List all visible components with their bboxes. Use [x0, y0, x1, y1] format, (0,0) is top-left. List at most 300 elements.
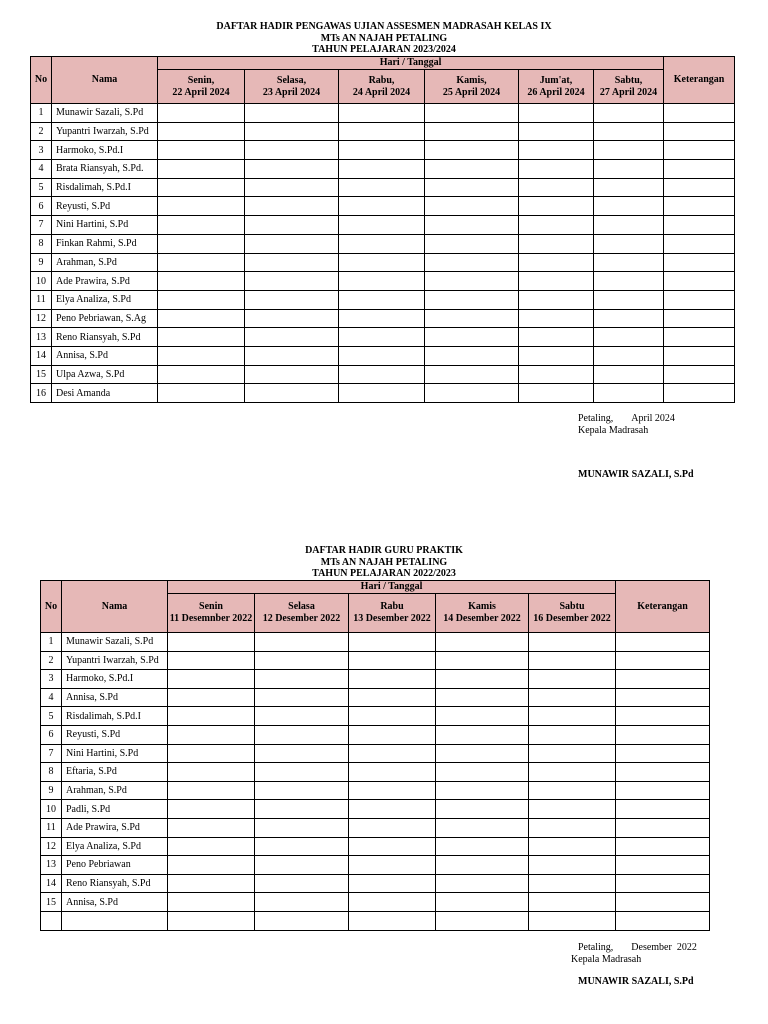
attendance-cell[interactable] — [349, 781, 436, 800]
attendance-cell[interactable] — [255, 763, 349, 782]
attendance-cell[interactable] — [158, 197, 245, 216]
attendance-cell[interactable] — [425, 104, 519, 123]
attendance-cell[interactable] — [425, 328, 519, 347]
signature-block-1 — [578, 413, 675, 437]
attendance-cell[interactable] — [245, 384, 339, 403]
table-row — [31, 365, 735, 384]
attendance-cell[interactable] — [349, 800, 436, 819]
row-name: Elya Analiza, S.Pd — [62, 837, 168, 856]
attendance-cell[interactable] — [436, 688, 529, 707]
attendance-cell[interactable] — [594, 216, 664, 235]
attendance-cell[interactable] — [519, 178, 594, 197]
table-2-body — [41, 633, 710, 931]
attendance-cell[interactable] — [349, 856, 436, 875]
attendance-cell[interactable] — [168, 670, 255, 689]
attendance-cell[interactable] — [255, 688, 349, 707]
attendance-cell[interactable] — [245, 309, 339, 328]
attendance-cell[interactable] — [594, 234, 664, 253]
section1-title-line-1: DAFTAR HADIR PENGAWAS UJIAN ASSESMEN MADRASAH KELAS IX — [216, 21, 552, 32]
keterangan-cell[interactable] — [664, 141, 735, 160]
attendance-cell[interactable] — [436, 893, 529, 912]
row-number: 9 — [31, 253, 52, 272]
header-nama: Nama — [62, 581, 168, 633]
attendance-cell[interactable] — [519, 141, 594, 160]
attendance-cell[interactable] — [245, 234, 339, 253]
attendance-cell[interactable] — [255, 651, 349, 670]
attendance-cell[interactable] — [594, 253, 664, 272]
attendance-cell[interactable] — [529, 781, 616, 800]
attendance-cell[interactable] — [529, 837, 616, 856]
row-number: 5 — [41, 707, 62, 726]
attendance-cell[interactable] — [339, 253, 425, 272]
attendance-cell[interactable] — [255, 911, 349, 930]
attendance-cell[interactable] — [519, 328, 594, 347]
attendance-cell[interactable] — [519, 160, 594, 179]
table-row — [41, 818, 710, 837]
attendance-cell[interactable] — [168, 818, 255, 837]
section2-title-line-1: DAFTAR HADIR GURU PRAKTIK — [305, 545, 463, 556]
attendance-cell[interactable] — [349, 670, 436, 689]
attendance-cell[interactable] — [168, 633, 255, 652]
attendance-cell[interactable] — [349, 911, 436, 930]
section1-title-line-2: MTs AN NAJAH PETALING — [320, 32, 448, 44]
row-number: 15 — [31, 365, 52, 384]
row-name: Risdalimah, S.Pd.I — [52, 178, 158, 197]
attendance-cell[interactable] — [594, 328, 664, 347]
row-number: 1 — [31, 104, 52, 123]
attendance-cell[interactable] — [168, 893, 255, 912]
row-name: Peno Pebriawan — [62, 856, 168, 875]
row-number: 12 — [41, 837, 62, 856]
attendance-cell[interactable] — [168, 725, 255, 744]
attendance-cell[interactable] — [349, 725, 436, 744]
row-number: 9 — [41, 781, 62, 800]
row-name: Reyusti, S.Pd — [62, 725, 168, 744]
attendance-cell[interactable] — [255, 818, 349, 837]
attendance-cell[interactable] — [245, 290, 339, 309]
attendance-cell[interactable] — [594, 272, 664, 291]
keterangan-cell[interactable] — [616, 800, 710, 819]
signature-date: April 2024 — [631, 413, 675, 424]
keterangan-cell[interactable] — [616, 744, 710, 763]
attendance-cell[interactable] — [168, 651, 255, 670]
row-number: 8 — [41, 763, 62, 782]
row-number — [41, 911, 62, 930]
attendance-cell[interactable] — [339, 290, 425, 309]
row-number: 12 — [31, 309, 52, 328]
attendance-cell[interactable] — [255, 670, 349, 689]
attendance-cell[interactable] — [245, 160, 339, 179]
attendance-cell[interactable] — [529, 856, 616, 875]
attendance-cell[interactable] — [245, 141, 339, 160]
attendance-cell[interactable] — [245, 178, 339, 197]
attendance-cell[interactable] — [436, 707, 529, 726]
attendance-cell[interactable] — [158, 216, 245, 235]
attendance-cell[interactable] — [529, 800, 616, 819]
attendance-cell[interactable] — [425, 253, 519, 272]
attendance-cell[interactable] — [158, 346, 245, 365]
attendance-cell[interactable] — [519, 104, 594, 123]
attendance-cell[interactable] — [436, 763, 529, 782]
attendance-cell[interactable] — [339, 234, 425, 253]
attendance-cell[interactable] — [245, 122, 339, 141]
table-row — [31, 309, 735, 328]
attendance-cell[interactable] — [519, 346, 594, 365]
attendance-cell[interactable] — [519, 290, 594, 309]
attendance-cell[interactable] — [519, 365, 594, 384]
attendance-cell[interactable] — [158, 272, 245, 291]
attendance-cell[interactable] — [339, 160, 425, 179]
row-name: Desi Amanda — [52, 384, 158, 403]
attendance-cell[interactable] — [425, 290, 519, 309]
keterangan-cell[interactable] — [664, 328, 735, 347]
keterangan-cell[interactable] — [616, 893, 710, 912]
keterangan-cell[interactable] — [616, 688, 710, 707]
attendance-cell[interactable] — [255, 856, 349, 875]
row-name: Ade Prawira, S.Pd — [62, 818, 168, 837]
attendance-cell[interactable] — [594, 384, 664, 403]
row-number: 8 — [31, 234, 52, 253]
section1-title — [0, 21, 768, 56]
row-name: Arahman, S.Pd — [62, 781, 168, 800]
attendance-cell[interactable] — [436, 744, 529, 763]
keterangan-cell[interactable] — [664, 216, 735, 235]
day-date: 25 April 2024 — [442, 86, 501, 98]
attendance-cell[interactable] — [594, 141, 664, 160]
attendance-cell[interactable] — [339, 122, 425, 141]
keterangan-cell[interactable] — [616, 725, 710, 744]
row-number: 13 — [41, 856, 62, 875]
attendance-cell[interactable] — [168, 688, 255, 707]
attendance-cell[interactable] — [519, 272, 594, 291]
attendance-cell[interactable] — [425, 272, 519, 291]
attendance-cell[interactable] — [158, 122, 245, 141]
attendance-cell[interactable] — [594, 197, 664, 216]
attendance-cell[interactable] — [158, 328, 245, 347]
keterangan-cell[interactable] — [616, 856, 710, 875]
row-name: Yupantri Iwarzah, S.Pd — [52, 122, 158, 141]
attendance-cell[interactable] — [425, 234, 519, 253]
day-date: 13 Desember 2022 — [353, 613, 431, 624]
attendance-cell[interactable] — [245, 346, 339, 365]
keterangan-cell[interactable] — [616, 837, 710, 856]
header-hari-tanggal: Hari / Tanggal — [158, 57, 664, 70]
attendance-cell[interactable] — [339, 365, 425, 384]
attendance-cell[interactable] — [168, 856, 255, 875]
row-number: 2 — [41, 651, 62, 670]
day-name: Sabtu — [559, 601, 585, 612]
keterangan-cell[interactable] — [664, 197, 735, 216]
attendance-cell[interactable] — [425, 365, 519, 384]
attendance-cell[interactable] — [255, 725, 349, 744]
attendance-cell[interactable] — [519, 234, 594, 253]
row-name: Nini Hartini, S.Pd — [52, 216, 158, 235]
row-name: Arahman, S.Pd — [52, 253, 158, 272]
keterangan-cell[interactable] — [664, 253, 735, 272]
row-name: Munawir Sazali, S.Pd — [52, 104, 158, 123]
attendance-cell[interactable] — [168, 837, 255, 856]
attendance-cell[interactable] — [339, 328, 425, 347]
day-date: 26 April 2024 — [527, 86, 585, 98]
attendance-cell[interactable] — [425, 160, 519, 179]
table-row — [41, 707, 710, 726]
attendance-cell[interactable] — [425, 122, 519, 141]
attendance-cell[interactable] — [245, 216, 339, 235]
attendance-cell[interactable] — [529, 670, 616, 689]
day-name: Jum'at, — [539, 74, 573, 86]
keterangan-cell[interactable] — [616, 651, 710, 670]
table-row — [41, 670, 710, 689]
attendance-cell[interactable] — [339, 104, 425, 123]
table-row — [41, 633, 710, 652]
attendance-cell[interactable] — [245, 272, 339, 291]
keterangan-cell[interactable] — [664, 178, 735, 197]
day-name: Rabu, — [368, 74, 395, 86]
attendance-cell[interactable] — [168, 874, 255, 893]
day-date: 22 April 2024 — [172, 86, 230, 98]
row-name: Annisa, S.Pd — [62, 688, 168, 707]
attendance-cell[interactable] — [168, 763, 255, 782]
attendance-cell[interactable] — [425, 309, 519, 328]
attendance-cell[interactable] — [594, 346, 664, 365]
attendance-cell[interactable] — [168, 744, 255, 763]
row-name: Annisa, S.Pd — [62, 893, 168, 912]
attendance-cell[interactable] — [425, 216, 519, 235]
keterangan-cell[interactable] — [616, 781, 710, 800]
row-number: 15 — [41, 893, 62, 912]
attendance-cell[interactable] — [529, 911, 616, 930]
row-number: 1 — [41, 633, 62, 652]
keterangan-cell[interactable] — [616, 670, 710, 689]
attendance-cell[interactable] — [529, 893, 616, 912]
attendance-cell[interactable] — [255, 837, 349, 856]
row-number: 10 — [41, 800, 62, 819]
table-row — [41, 874, 710, 893]
attendance-cell[interactable] — [529, 633, 616, 652]
attendance-cell[interactable] — [529, 707, 616, 726]
table-row — [31, 253, 735, 272]
attendance-cell[interactable] — [594, 160, 664, 179]
attendance-cell[interactable] — [349, 837, 436, 856]
keterangan-cell[interactable] — [664, 384, 735, 403]
attendance-cell[interactable] — [529, 725, 616, 744]
signature-date: Desember 2022 — [631, 942, 697, 953]
keterangan-cell[interactable] — [664, 160, 735, 179]
attendance-cell[interactable] — [436, 670, 529, 689]
attendance-cell[interactable] — [245, 197, 339, 216]
attendance-cell[interactable] — [425, 346, 519, 365]
attendance-cell[interactable] — [158, 253, 245, 272]
attendance-cell[interactable] — [158, 365, 245, 384]
attendance-cell[interactable] — [594, 178, 664, 197]
row-number: 7 — [31, 216, 52, 235]
table-row — [41, 744, 710, 763]
attendance-cell[interactable] — [529, 874, 616, 893]
day-name: Kamis, — [456, 74, 487, 86]
row-name: Harmoko, S.Pd.I — [62, 670, 168, 689]
attendance-cell[interactable] — [436, 725, 529, 744]
attendance-cell[interactable] — [436, 781, 529, 800]
header-keterangan: Keterangan — [616, 581, 710, 633]
attendance-cell[interactable] — [519, 309, 594, 328]
header-day-3 — [339, 70, 425, 104]
attendance-cell[interactable] — [158, 309, 245, 328]
header-day-5 — [529, 594, 616, 633]
attendance-cell[interactable] — [436, 911, 529, 930]
attendance-cell[interactable] — [349, 818, 436, 837]
keterangan-cell[interactable] — [664, 346, 735, 365]
attendance-cell[interactable] — [529, 818, 616, 837]
attendance-cell[interactable] — [349, 763, 436, 782]
attendance-table-1 — [30, 56, 735, 403]
attendance-cell[interactable] — [425, 141, 519, 160]
attendance-cell[interactable] — [158, 178, 245, 197]
table-row — [31, 122, 735, 141]
signature-name-2: MUNAWIR SAZALI, S.Pd — [578, 976, 694, 987]
attendance-cell[interactable] — [168, 781, 255, 800]
attendance-cell[interactable] — [339, 197, 425, 216]
attendance-cell[interactable] — [425, 384, 519, 403]
keterangan-cell[interactable] — [664, 234, 735, 253]
keterangan-cell[interactable] — [664, 272, 735, 291]
keterangan-cell[interactable] — [616, 911, 710, 930]
day-name: Senin — [199, 601, 223, 612]
row-name: Harmoko, S.Pd.I — [52, 141, 158, 160]
attendance-cell[interactable] — [245, 328, 339, 347]
attendance-cell[interactable] — [158, 384, 245, 403]
table-row — [41, 725, 710, 744]
attendance-cell[interactable] — [339, 346, 425, 365]
attendance-cell[interactable] — [519, 253, 594, 272]
attendance-cell[interactable] — [436, 874, 529, 893]
attendance-cell[interactable] — [529, 688, 616, 707]
attendance-cell[interactable] — [349, 744, 436, 763]
day-date: 27 April 2024 — [599, 86, 658, 98]
attendance-cell[interactable] — [255, 633, 349, 652]
attendance-cell[interactable] — [158, 141, 245, 160]
keterangan-cell[interactable] — [664, 290, 735, 309]
row-number: 2 — [31, 122, 52, 141]
attendance-cell[interactable] — [255, 707, 349, 726]
row-name: Finkan Rahmi, S.Pd — [52, 234, 158, 253]
row-number: 6 — [41, 725, 62, 744]
keterangan-cell[interactable] — [664, 309, 735, 328]
header-day-4 — [425, 70, 519, 104]
attendance-cell[interactable] — [519, 197, 594, 216]
attendance-cell[interactable] — [339, 216, 425, 235]
attendance-cell[interactable] — [245, 365, 339, 384]
attendance-cell[interactable] — [594, 290, 664, 309]
row-name: Ulpa Azwa, S.Pd — [52, 365, 158, 384]
attendance-cell[interactable] — [436, 633, 529, 652]
attendance-cell[interactable] — [349, 633, 436, 652]
attendance-cell[interactable] — [594, 309, 664, 328]
signature-role: Kepala Madrasah — [578, 425, 649, 436]
attendance-cell[interactable] — [339, 272, 425, 291]
keterangan-cell[interactable] — [664, 104, 735, 123]
attendance-cell[interactable] — [158, 104, 245, 123]
attendance-cell[interactable] — [529, 651, 616, 670]
keterangan-cell[interactable] — [616, 818, 710, 837]
row-name: Reno Riansyah, S.Pd — [62, 874, 168, 893]
table-row — [31, 272, 735, 291]
header-day-2 — [245, 70, 339, 104]
row-name: Padli, S.Pd — [62, 800, 168, 819]
header-day-1 — [168, 594, 255, 633]
keterangan-cell[interactable] — [616, 874, 710, 893]
attendance-cell[interactable] — [339, 384, 425, 403]
attendance-cell[interactable] — [349, 874, 436, 893]
attendance-cell[interactable] — [245, 253, 339, 272]
attendance-cell[interactable] — [594, 104, 664, 123]
attendance-cell[interactable] — [255, 874, 349, 893]
attendance-cell[interactable] — [168, 707, 255, 726]
attendance-cell[interactable] — [349, 707, 436, 726]
keterangan-cell[interactable] — [664, 365, 735, 384]
attendance-cell[interactable] — [255, 744, 349, 763]
attendance-cell[interactable] — [529, 744, 616, 763]
attendance-cell[interactable] — [436, 800, 529, 819]
attendance-cell[interactable] — [158, 160, 245, 179]
row-number: 3 — [41, 670, 62, 689]
day-name: Kamis — [468, 601, 496, 612]
attendance-cell[interactable] — [339, 141, 425, 160]
header-day-3 — [349, 594, 436, 633]
attendance-cell[interactable] — [168, 911, 255, 930]
attendance-cell[interactable] — [245, 104, 339, 123]
attendance-cell[interactable] — [339, 309, 425, 328]
attendance-cell[interactable] — [436, 837, 529, 856]
attendance-cell[interactable] — [594, 122, 664, 141]
attendance-cell[interactable] — [519, 122, 594, 141]
row-name: Elya Analiza, S.Pd — [52, 290, 158, 309]
attendance-cell[interactable] — [158, 234, 245, 253]
attendance-cell[interactable] — [519, 384, 594, 403]
table-row — [31, 178, 735, 197]
attendance-cell[interactable] — [158, 290, 245, 309]
attendance-cell[interactable] — [436, 818, 529, 837]
day-name: Senin, — [187, 74, 215, 86]
attendance-cell[interactable] — [436, 856, 529, 875]
table-row — [31, 160, 735, 179]
attendance-cell[interactable] — [339, 178, 425, 197]
attendance-cell[interactable] — [519, 216, 594, 235]
attendance-cell[interactable] — [436, 651, 529, 670]
attendance-cell[interactable] — [255, 893, 349, 912]
keterangan-cell[interactable] — [616, 633, 710, 652]
attendance-cell[interactable] — [349, 688, 436, 707]
keterangan-cell[interactable] — [616, 707, 710, 726]
attendance-cell[interactable] — [594, 365, 664, 384]
table-row — [31, 384, 735, 403]
row-number: 11 — [31, 290, 52, 309]
attendance-cell[interactable] — [349, 893, 436, 912]
attendance-cell[interactable] — [349, 651, 436, 670]
header-keterangan: Keterangan — [664, 57, 735, 104]
keterangan-cell[interactable] — [616, 763, 710, 782]
attendance-cell[interactable] — [168, 800, 255, 819]
section2-title-line-3: TAHUN PELAJARAN 2022/2023 — [312, 568, 456, 579]
table-row — [31, 216, 735, 235]
attendance-cell[interactable] — [255, 781, 349, 800]
row-number: 16 — [31, 384, 52, 403]
keterangan-cell[interactable] — [664, 122, 735, 141]
attendance-cell[interactable] — [255, 800, 349, 819]
attendance-cell[interactable] — [425, 178, 519, 197]
day-name: Selasa — [288, 601, 315, 612]
attendance-cell[interactable] — [529, 763, 616, 782]
attendance-cell[interactable] — [425, 197, 519, 216]
